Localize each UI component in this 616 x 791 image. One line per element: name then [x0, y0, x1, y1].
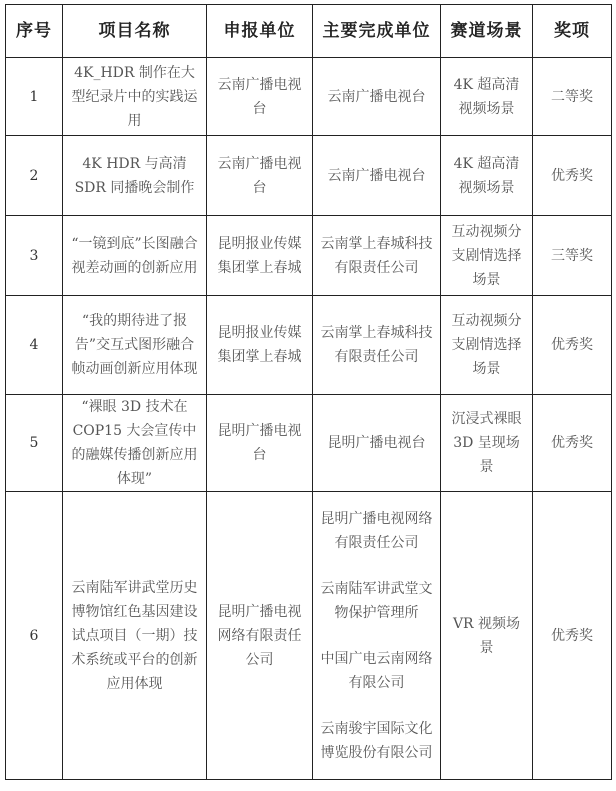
- header-award: 奖项: [533, 5, 612, 58]
- completer-item: 中国广电云南网络有限公司: [320, 650, 433, 691]
- cell-project: 4K HDR 与高清 SDR 同播晚会制作: [63, 136, 207, 216]
- table-row: [6, 136, 612, 216]
- cell-applicant: 昆明广播电视台: [207, 395, 313, 492]
- awards-table: [5, 4, 612, 780]
- cell-index: 4: [6, 296, 63, 395]
- cell-award: 优秀奖: [533, 136, 612, 216]
- cell-project: 4K_HDR 制作在大型纪录片中的实践运用: [63, 58, 207, 136]
- completer-item: 昆明广播电视网络有限责任公司: [320, 510, 433, 551]
- table-row: [6, 395, 612, 492]
- cell-track: 互动视频分支剧情选择场景: [441, 296, 533, 395]
- header-completers: 主要完成单位: [313, 5, 441, 58]
- cell-index: 1: [6, 58, 63, 136]
- cell-project: “裸眼 3D 技术在 COP15 大会宣传中的融媒传播创新应用体现”: [63, 395, 207, 492]
- cell-index: 2: [6, 136, 63, 216]
- cell-award: 优秀奖: [533, 395, 612, 492]
- table-row: [6, 296, 612, 395]
- cell-index: 5: [6, 395, 63, 492]
- cell-project: 云南陆军讲武堂历史博物馆红色基因建设试点项目（一期）技术系统或平台的创新应用体现: [63, 492, 207, 780]
- cell-track: 4K 超高清视频场景: [441, 136, 533, 216]
- cell-applicant: 云南广播电视台: [207, 58, 313, 136]
- header-project: 项目名称: [63, 5, 207, 58]
- cell-applicant: 云南广播电视台: [207, 136, 313, 216]
- cell-track: VR 视频场景: [441, 492, 533, 780]
- cell-completers: [313, 492, 441, 780]
- cell-project: “一镜到底”长图融合视差动画的创新应用: [63, 216, 207, 296]
- cell-award: 优秀奖: [533, 492, 612, 780]
- table-row: [6, 216, 612, 296]
- cell-applicant: 昆明广播电视网络有限责任公司: [207, 492, 313, 780]
- cell-track: 4K 超高清视频场景: [441, 58, 533, 136]
- cell-project: “我的期待进了报告”交互式图形融合帧动画创新应用体现: [63, 296, 207, 395]
- completer-item: 云南陆军讲武堂文物保护管理所: [320, 580, 433, 621]
- cell-completers: 云南掌上春城科技有限责任公司: [313, 216, 441, 296]
- completer-item: 云南骏宇国际文化博览股份有限公司: [320, 720, 433, 761]
- cell-completers: 云南广播电视台: [313, 136, 441, 216]
- cell-track: 沉浸式裸眼 3D 呈现场景: [441, 395, 533, 492]
- cell-index: 3: [6, 216, 63, 296]
- header-row: [6, 5, 612, 58]
- cell-applicant: 昆明报业传媒集团掌上春城: [207, 216, 313, 296]
- cell-track: 互动视频分支剧情选择场景: [441, 216, 533, 296]
- cell-index: 6: [6, 492, 63, 780]
- header-index: 序号: [6, 5, 63, 58]
- cell-award: 二等奖: [533, 58, 612, 136]
- cell-award: 三等奖: [533, 216, 612, 296]
- cell-completers: 云南掌上春城科技有限责任公司: [313, 296, 441, 395]
- cell-applicant: 昆明报业传媒集团掌上春城: [207, 296, 313, 395]
- cell-award: 优秀奖: [533, 296, 612, 395]
- table-row: [6, 492, 612, 780]
- header-track: 赛道场景: [441, 5, 533, 58]
- header-applicant: 申报单位: [207, 5, 313, 58]
- cell-completers: 云南广播电视台: [313, 58, 441, 136]
- cell-completers: 昆明广播电视台: [313, 395, 441, 492]
- table-row: [6, 58, 612, 136]
